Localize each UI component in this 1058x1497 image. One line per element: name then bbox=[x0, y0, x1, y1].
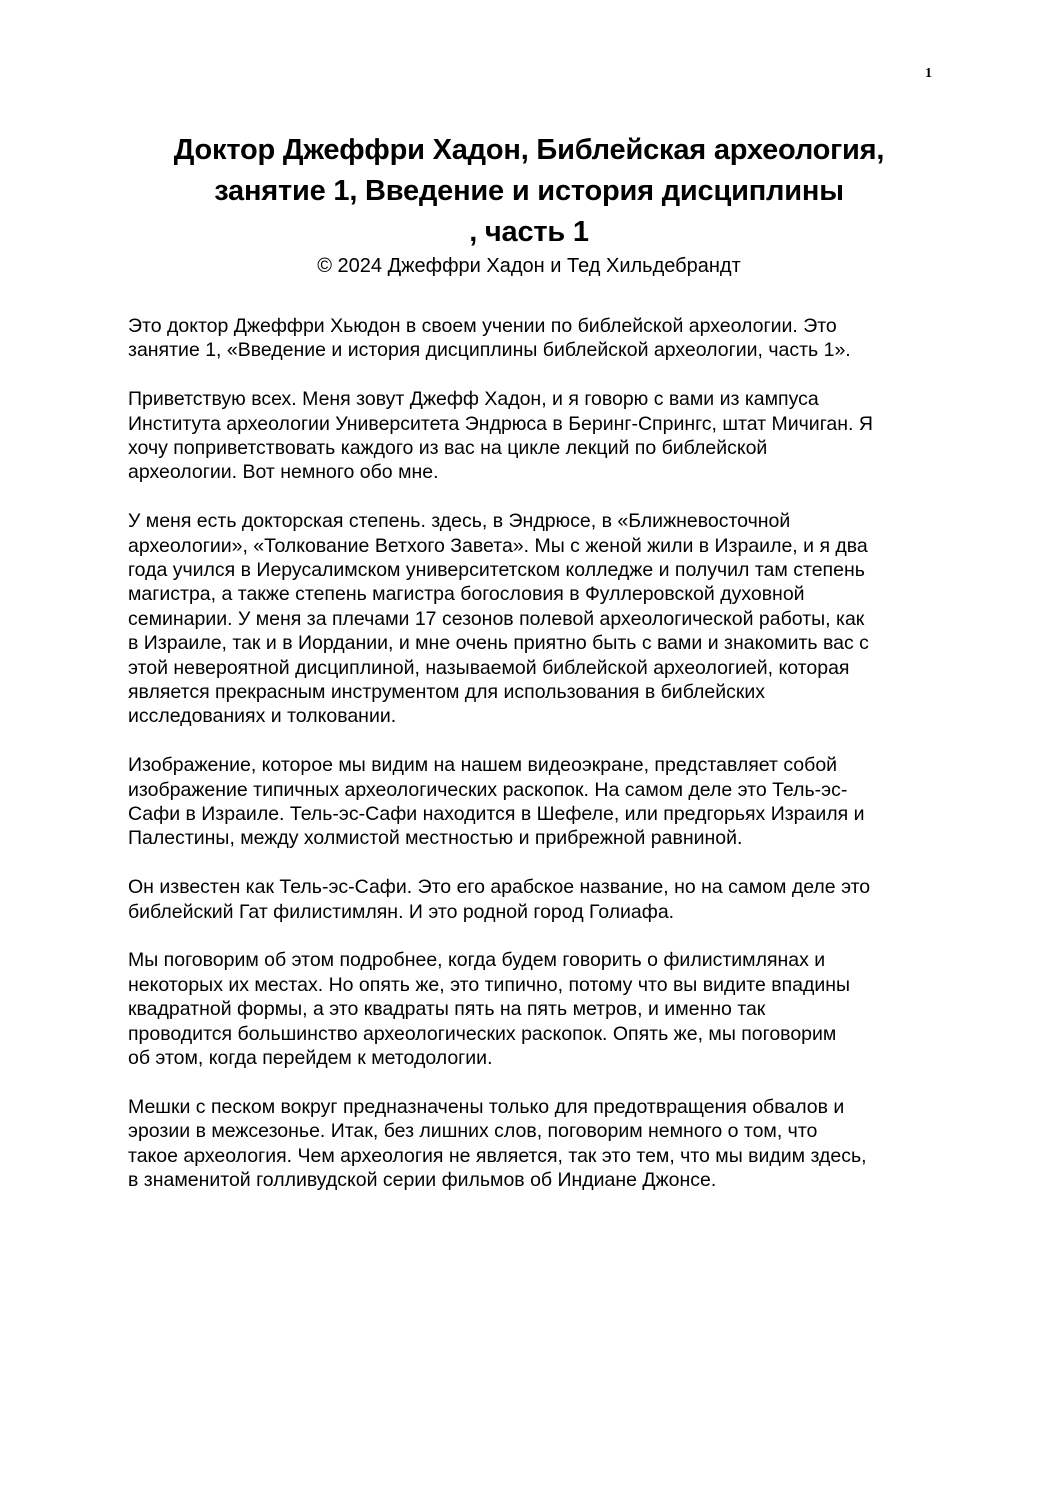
text-line: Палестины, между холмистой местностью и прибрежной равниной. bbox=[128, 827, 743, 850]
text-line: этой невероятной дисциплиной, называемой библейской археологией, которая bbox=[128, 656, 850, 679]
text-line: такое археология. Чем археология не является, так это тем, что мы видим здесь, bbox=[128, 1144, 867, 1167]
text-line: библейский Гат филистимлян. И это родной город Голиафа. bbox=[128, 900, 675, 923]
text-line: исследованиях и толковании. bbox=[128, 705, 397, 728]
text-line: эрозии в межсезонье. Итак, без лишних слов, поговорим немного о том, что bbox=[128, 1120, 818, 1143]
paragraph-5 bbox=[128, 875, 948, 924]
text-line: некоторых их местах. Но опять же, это типично, потому что вы видите впадины bbox=[128, 973, 851, 996]
text-line: Это доктор Джеффри Хьюдон в своем учении по библейской археологии. Это bbox=[128, 315, 837, 337]
paragraph-6 bbox=[128, 948, 948, 1070]
text-line: квадратной формы, а это квадраты пять на пять метров, и именно так bbox=[128, 998, 766, 1021]
text-line: занятие 1, «Введение и история дисциплины библейской археологии, часть 1». bbox=[128, 339, 851, 362]
text-line: Изображение, которое мы видим на нашем видеоэкране, представляет собой bbox=[128, 754, 838, 777]
text-line: археологии. Вот немного обо мне. bbox=[128, 461, 439, 484]
title-line-1: Доктор Джеффри Хадон, Библейская археология, bbox=[173, 134, 885, 166]
text-line: года учился в Иерусалимском университетском колледже и получил там степень bbox=[128, 559, 865, 582]
text-line: об этом, когда перейдем к методологии. bbox=[128, 1047, 493, 1070]
paragraph-2 bbox=[128, 387, 948, 485]
text-line: Приветствую всех. Меня зовут Джефф Хадон, и я говорю с вами из кампуса bbox=[128, 388, 819, 411]
text-line: хочу поприветствовать каждого из вас на цикле лекций по библейской bbox=[128, 437, 768, 460]
paragraph-3 bbox=[128, 509, 948, 729]
title-line-2: занятие 1, Введение и история дисциплины bbox=[214, 175, 844, 207]
text-line: в Израиле, так и в Иордании, и мне очень приятно быть с вами и знакомить вас с bbox=[128, 632, 869, 655]
text-line: Мы поговорим об этом подробнее, когда будем говорить о филистимлянах и bbox=[128, 949, 826, 972]
text-line: в знаменитой голливудской серии фильмов об Индиане Джонсе. bbox=[128, 1169, 717, 1192]
text-line: Института археологии Университета Эндрюса в Беринг-Спрингс, штат Мичиган. Я bbox=[128, 412, 873, 435]
title-line-3: , часть 1 bbox=[469, 216, 589, 248]
copyright-line: © 2024 Джеффри Хадон и Тед Хильдебрандт bbox=[317, 255, 741, 277]
document-body bbox=[128, 314, 948, 1217]
text-line: У меня есть докторская степень. здесь, в Эндрюсе, в «Ближневосточной bbox=[128, 510, 791, 533]
page-number: 1 bbox=[925, 66, 932, 81]
text-line: проводится большинство археологических раскопок. Опять же, мы поговорим bbox=[128, 1022, 837, 1045]
title-block bbox=[80, 130, 978, 279]
paragraph-7 bbox=[128, 1095, 948, 1193]
paragraph-1 bbox=[128, 314, 948, 363]
paragraph-4 bbox=[128, 753, 948, 851]
text-line: Мешки с песком вокруг предназначены только для предотвращения обвалов и bbox=[128, 1095, 845, 1118]
text-line: изображение типичных археологических раскопок. На самом деле это Тель-эс- bbox=[128, 778, 848, 801]
text-line: археологии», «Толкование Ветхого Завета». Мы с женой жили в Израиле, и я два bbox=[128, 534, 868, 557]
text-line: магистра, а также степень магистра богословия в Фуллеровской духовной bbox=[128, 583, 805, 606]
text-line: является прекрасным инструментом для использования в библейских bbox=[128, 681, 766, 704]
text-line: Он известен как Тель-эс-Сафи. Это его арабское название, но на самом деле это bbox=[128, 876, 871, 899]
text-line: Сафи в Израиле. Тель-эс-Сафи находится в Шефеле, или предгорьях Израиля и bbox=[128, 803, 865, 826]
text-line: семинарии. У меня за плечами 17 сезонов полевой археологической работы, как bbox=[128, 607, 865, 630]
